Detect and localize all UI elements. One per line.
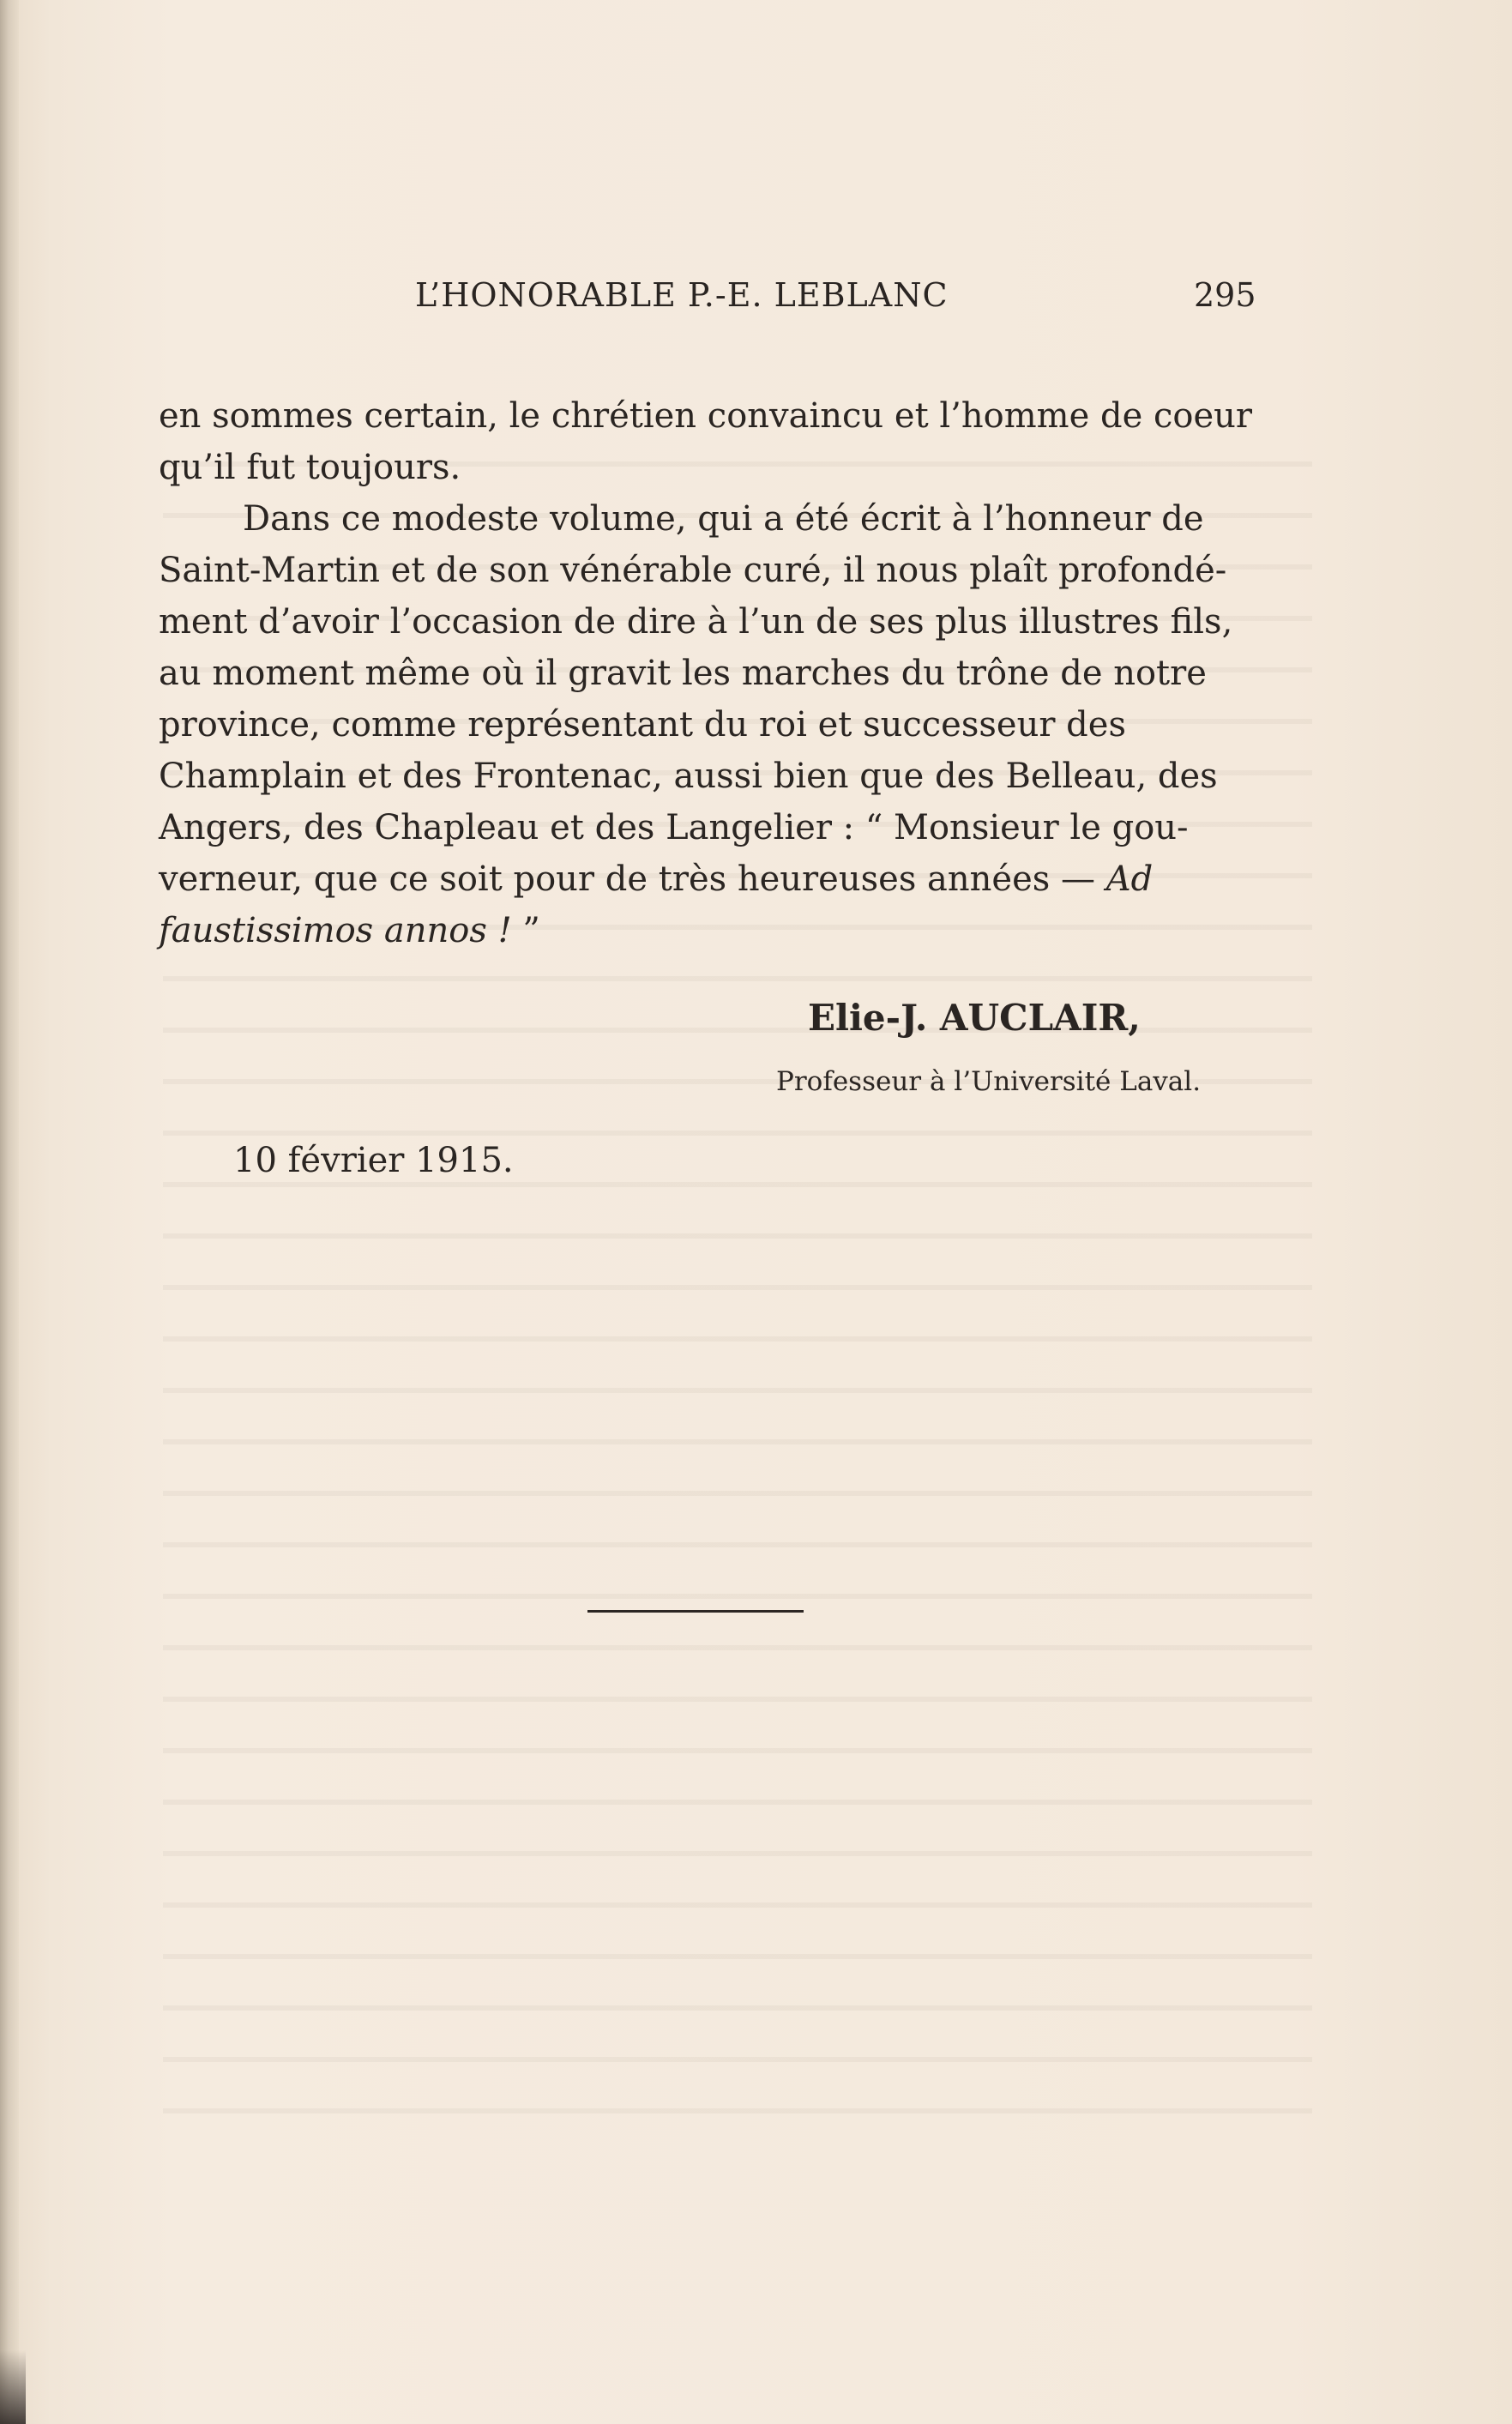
text-segment: verneur, que ce soit pour de très heureuses années — [159, 859, 1106, 899]
paragraph-1 [159, 390, 1252, 493]
paragraph-2 [159, 493, 1248, 956]
text-line: Champlain et des Frontenac, aussi bien que des Belleau, des [159, 757, 1218, 796]
text-line: Angers, des Chapleau et des Langelier : “ Monsieur le gou- [159, 808, 1189, 847]
text-line: Dans ce modeste volume, qui a été écrit à l’honneur de [243, 499, 1204, 539]
text-line [159, 853, 1248, 905]
latin-phrase-start: Ad [1105, 859, 1154, 899]
text-line: en sommes certain, le chrétien convaincu et l’homme de coeur [159, 396, 1252, 436]
section-divider [587, 1610, 804, 1613]
gutter-shadow [0, 2350, 26, 2424]
text-line: au moment même où il gravit les marches du trône de notre [159, 654, 1207, 693]
page-number: 295 [1194, 276, 1256, 314]
text-line: qu’il fut toujours. [159, 448, 461, 487]
text-line: ment d’avoir l’occasion de dire à l’un de ses plus illustres fils, [159, 602, 1233, 642]
text-line: province, comme représentant du roi et successeur des [159, 705, 1126, 745]
closing-quote: ” [511, 911, 540, 950]
date-line: 10 février 1915. [233, 1141, 514, 1180]
author-signature: Elie-J. AUCLAIR, [808, 997, 1141, 1039]
author-affiliation: Professeur à l’Université Laval. [776, 1066, 1202, 1097]
text-line: Saint-Martin et de son vénérable curé, il nous plaît profondé- [159, 551, 1227, 590]
book-gutter [0, 0, 19, 2424]
text-line [159, 905, 1248, 956]
latin-phrase-end: faustissimos annos ! [159, 911, 512, 950]
running-head: L’HONORABLE P.-E. LEBLANC [415, 276, 949, 314]
